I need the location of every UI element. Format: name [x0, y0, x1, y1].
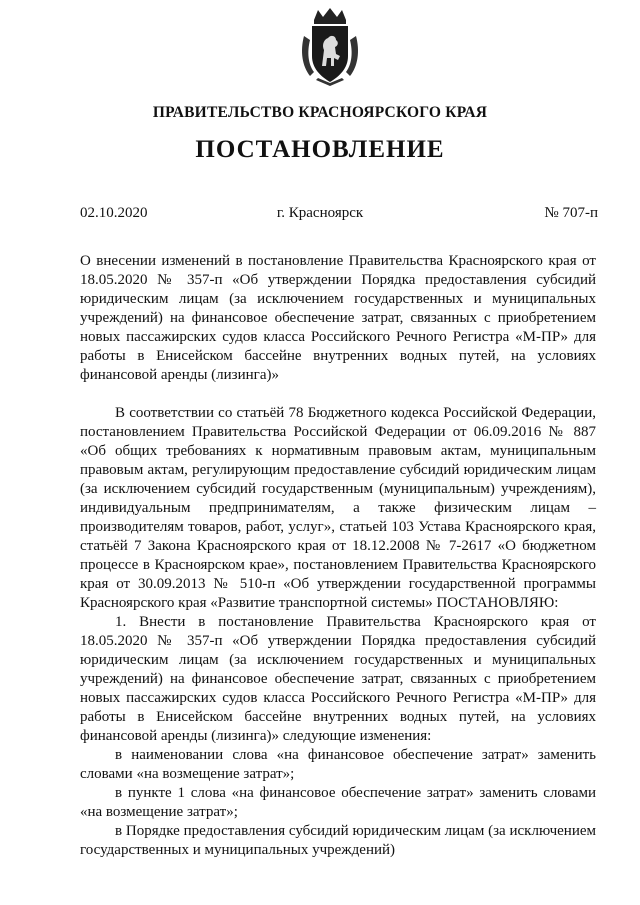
document-type-title: ПОСТАНОВЛЕНИЕ	[195, 136, 445, 163]
krasnoyarsk-coat-of-arms-icon	[298, 6, 362, 88]
organization-name: ПРАВИТЕЛЬСТВО КРАСНОЯРСКОГО КРАЯ	[152, 104, 488, 121]
document-body	[80, 404, 596, 860]
document-subject: О внесении изменений в постановление Правительства Красноярского края от 18.05.2020 № 357-п «Об утверждении Порядка предоставления субсидий юридическим лицам (за исключением государственных и муниципальных учреждений) на финансовое обеспечение затрат, связанных с приобретением новых пассажирских судов класса Российского Речного Регистра «М-ПР» для работы в Енисейском бассейне внутренних водных путей, на условиях финансовой аренды (лизинга)»	[80, 253, 596, 383]
body-paragraph: в пункте 1 слова «на финансовое обеспечение затрат» заменить словами «на возмещение затрат»;	[80, 785, 596, 820]
body-paragraph: 1. Внести в постановление Правительства Красноярского края от 18.05.2020 № 357-п «Об утверждении Порядка предоставления субсидий юридическим лицам (за исключением государственных и муниципальных учреждений) на финансовое обеспечение затрат, связанных с приобретением новых пассажирских судов класса Российского Речного Регистра «М-ПР» для работы в Енисейском бассейне внутренних водных путей, на условиях финансовой аренды (лизинга)» следующие изменения:	[80, 614, 596, 744]
body-paragraph: в Порядке предоставления субсидий юридическим лицам (за исключением государственных и муниципальных учреждений)	[80, 823, 596, 858]
document-date: 02.10.2020	[80, 205, 148, 221]
body-paragraph: В соответствии со статьёй 78 Бюджетного кодекса Российской Федерации, постановлением Правительства Российской Федерации от 06.09.2016 № 887 «Об общих требованиях к нормативным правовым актам, муниципальным правовым актам, регулирующим предоставление субсидий юридическим лицам (за исключением субсидий государственным (муниципальным) учреждениям), индивидуальным предпринимателям, а также физическим лицам – производителям товаров, работ, услуг», статьей 103 Устава Красноярского края, статьёй 7 Закона Красноярского края от 18.12.2008 № 7-2617 «О бюджетном процессе в Красноярском крае», постановлением Правительства Красноярского края от 30.09.2013 № 510-п «Об утверждении государственной программы Красноярского края «Развитие транспортной системы» ПОСТАНОВЛЯЮ:	[80, 405, 596, 611]
body-paragraph: в наименовании слова «на финансовое обеспечение затрат» заменить словами «на возмещение затрат»;	[80, 747, 596, 782]
document-city: г. Красноярск	[276, 205, 364, 221]
document-number: № 707-п	[544, 205, 598, 221]
